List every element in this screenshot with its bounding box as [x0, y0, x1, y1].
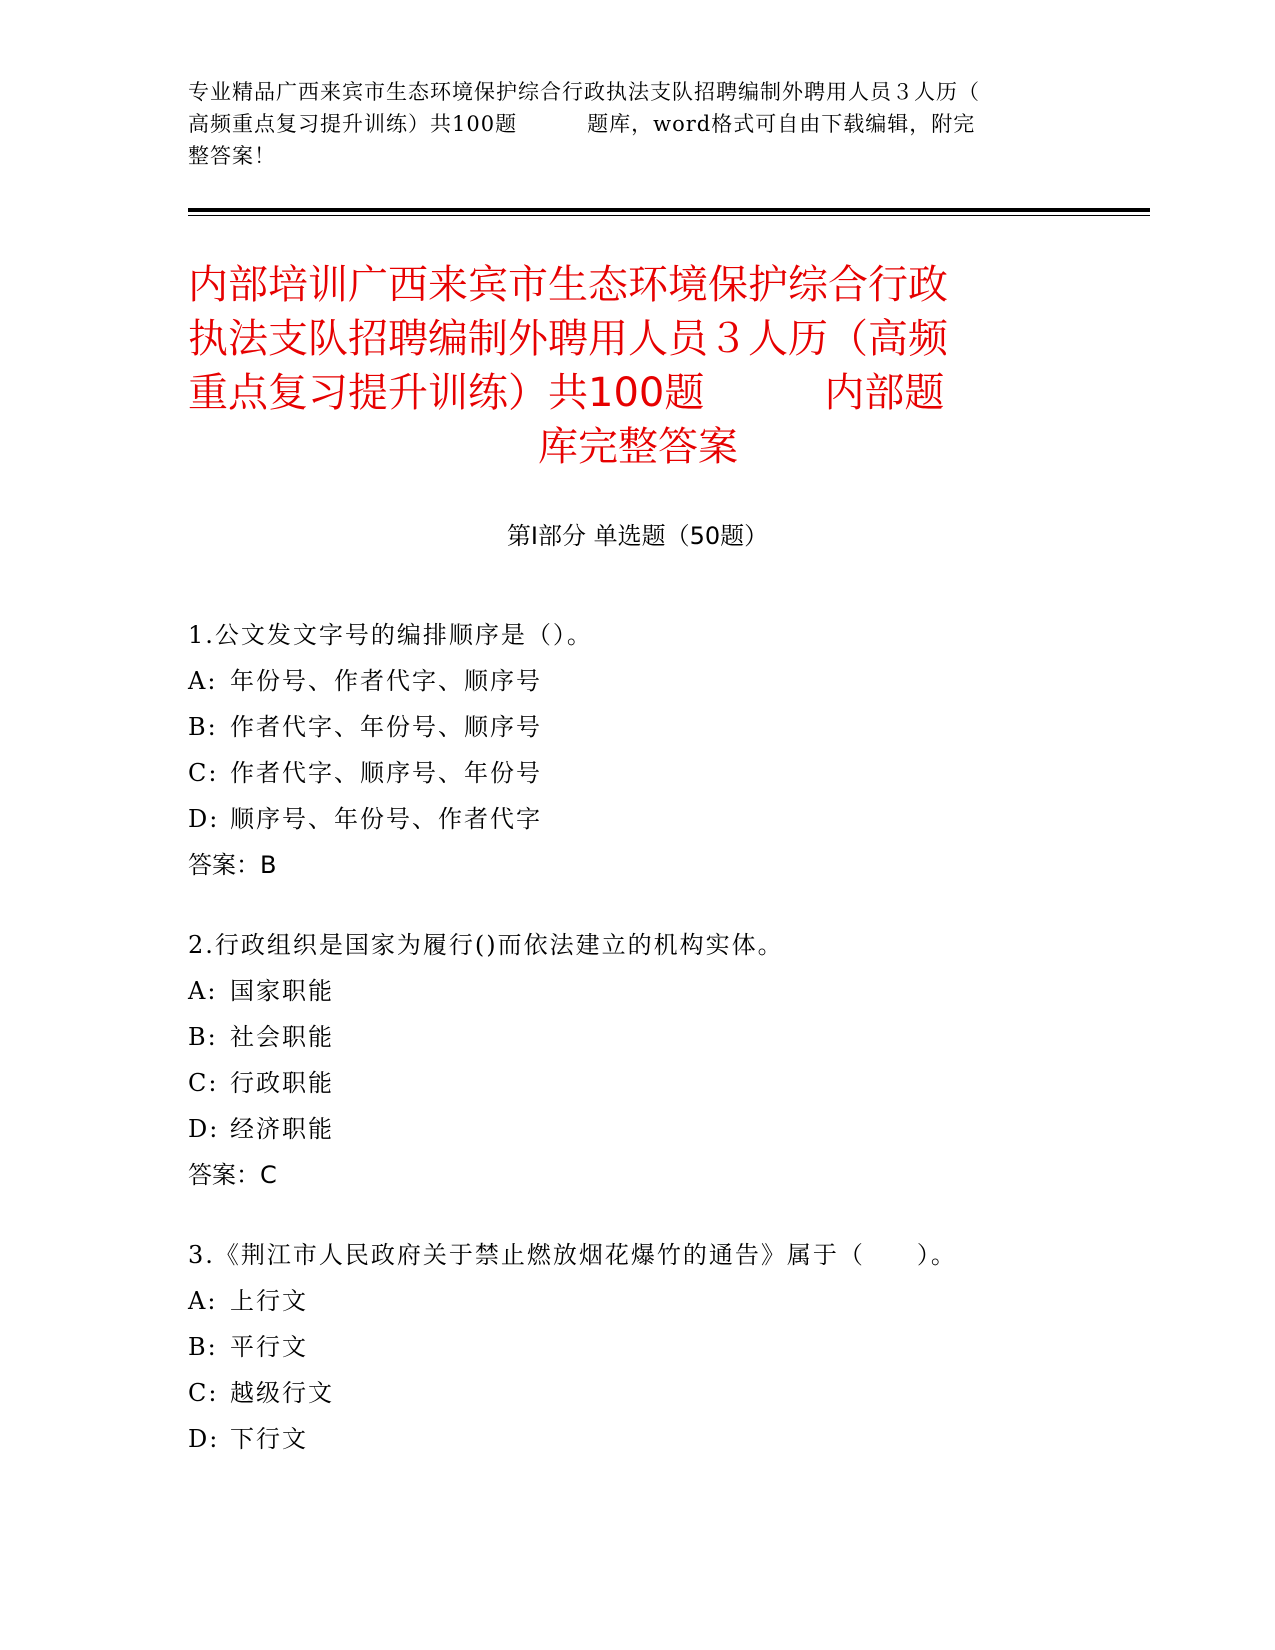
option-d — [188, 1106, 1128, 1152]
option-text: 平行文 — [230, 1333, 308, 1361]
title-line-3 — [188, 366, 1098, 420]
title-line-2: 执法支队招聘编制外聘用人员３人历（高频 — [188, 316, 948, 362]
option-key: C: — [188, 1379, 219, 1407]
question-stem: 2.行政组织是国家为履行()而依法建立的机构实体。 — [188, 931, 784, 959]
option-key: C: — [188, 1069, 219, 1097]
document-title — [188, 258, 1098, 474]
option-text: 作者代字、顺序号、年份号 — [230, 759, 542, 787]
header-line-2-part-2: 题库，word格式可自由下载编辑，附完 — [587, 112, 976, 136]
answer-line: 答案：C — [188, 1161, 277, 1189]
option-c — [188, 1060, 1128, 1106]
header-line-2 — [188, 108, 1088, 140]
option-key: B: — [188, 1023, 218, 1051]
question-2 — [188, 922, 1128, 1198]
option-a — [188, 968, 1128, 1014]
option-text: 社会职能 — [230, 1023, 334, 1051]
question-list — [188, 612, 1128, 1496]
option-text: 下行文 — [230, 1425, 308, 1453]
option-text: 越级行文 — [230, 1379, 334, 1407]
option-key: A: — [188, 667, 218, 695]
option-key: D: — [188, 1115, 220, 1143]
option-a — [188, 658, 1128, 704]
option-key: A: — [188, 977, 218, 1005]
option-d — [188, 796, 1128, 842]
question-1 — [188, 612, 1128, 888]
header-line-1: 专业精品广西来宾市生态环境保护综合行政执法支队招聘编制外聘用人员３人历（ — [188, 80, 980, 104]
option-c — [188, 1370, 1128, 1416]
option-text: 年份号、作者代字、顺序号 — [230, 667, 542, 695]
option-key: D: — [188, 1425, 220, 1453]
option-key: B: — [188, 713, 218, 741]
option-text: 顺序号、年份号、作者代字 — [230, 805, 542, 833]
option-key: A: — [188, 1287, 218, 1315]
option-key: C: — [188, 759, 219, 787]
option-text: 经济职能 — [230, 1115, 334, 1143]
title-line-1: 内部培训广西来宾市生态环境保护综合行政 — [188, 262, 948, 308]
option-b — [188, 1014, 1128, 1060]
title-line-3-part-2: 内部题 — [824, 370, 945, 416]
option-b — [188, 1324, 1128, 1370]
option-b — [188, 704, 1128, 750]
header-note — [188, 76, 1088, 172]
option-key: D: — [188, 805, 220, 833]
option-d — [188, 1416, 1128, 1462]
option-text: 作者代字、年份号、顺序号 — [230, 713, 542, 741]
question-stem: 3.《荆江市人民政府关于禁止燃放烟花爆竹的通告》属于（ ）。 — [188, 1241, 957, 1269]
header-rule-thin — [188, 215, 1150, 216]
title-line-4: 库完整答案 — [538, 424, 738, 470]
option-key: B: — [188, 1333, 218, 1361]
header-rule-thick — [188, 208, 1150, 212]
section-title: 第Ⅰ部分 单选题（50题） — [506, 522, 769, 550]
answer-line: 答案：B — [188, 851, 277, 879]
header-line-2-part-1: 高频重点复习提升训练）共100题 — [188, 112, 518, 136]
question-3 — [188, 1232, 1128, 1462]
option-text: 上行文 — [230, 1287, 308, 1315]
option-text: 行政职能 — [230, 1069, 334, 1097]
option-a — [188, 1278, 1128, 1324]
option-c — [188, 750, 1128, 796]
option-text: 国家职能 — [230, 977, 334, 1005]
title-line-3-part-1: 重点复习提升训练）共100题 — [188, 370, 705, 416]
header-line-3: 整答案！ — [188, 144, 276, 168]
question-stem: 1.公文发文字号的编排顺序是（）。 — [188, 621, 593, 649]
